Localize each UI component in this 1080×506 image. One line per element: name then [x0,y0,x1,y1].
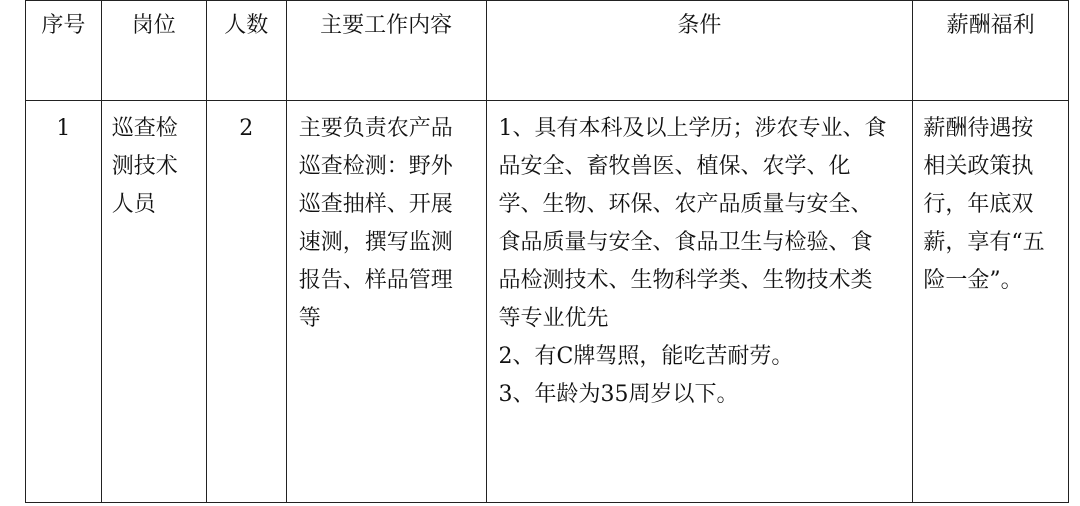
header-requirements: 条件 [486,1,913,101]
requirement-line: 1、具有本科及以上学历；涉农专业、食品安全、畜牧兽医、植保、农学、化学、生物、环保、农产品质量与安全、食品质量与安全、食品卫生与检验、食品检测技术、生物科学类、生物技术类等专业优先 [498,116,887,331]
cell-post [101,101,206,503]
table-header-row [26,1,1069,101]
table-row [26,101,1069,503]
cell-count [206,101,286,503]
cell-requirements [486,101,913,503]
requirement-line: 3、年龄为35周岁以下。 [498,382,739,407]
cell-duty [286,101,486,503]
header-count: 人数 [206,1,286,101]
duty-lead-text: 主要负责农产品巡查检测： [298,116,453,179]
row-no-value: 1 [56,116,71,141]
recruitment-table [25,0,1069,503]
row-count-value: 2 [239,116,254,141]
header-no: 序号 [26,1,102,101]
header-post: 岗位 [101,1,206,101]
cell-pay [913,101,1069,503]
duty-detail-text: 野外巡查抽样、开展速测，撰写监测报告、样品管理等 [298,154,453,331]
row-duty-value [299,110,466,338]
header-duty: 主要工作内容 [286,1,486,101]
requirement-line: 2、有C牌驾照，能吃苦耐劳。 [498,344,794,369]
row-post-value: 巡查检测技术人员 [111,116,178,217]
header-pay: 薪酬福利 [913,1,1069,101]
row-pay-value: 薪酬待遇按相关政策执行，年底双薪，享有“五险一金”。 [923,116,1045,293]
cell-no [26,101,102,503]
